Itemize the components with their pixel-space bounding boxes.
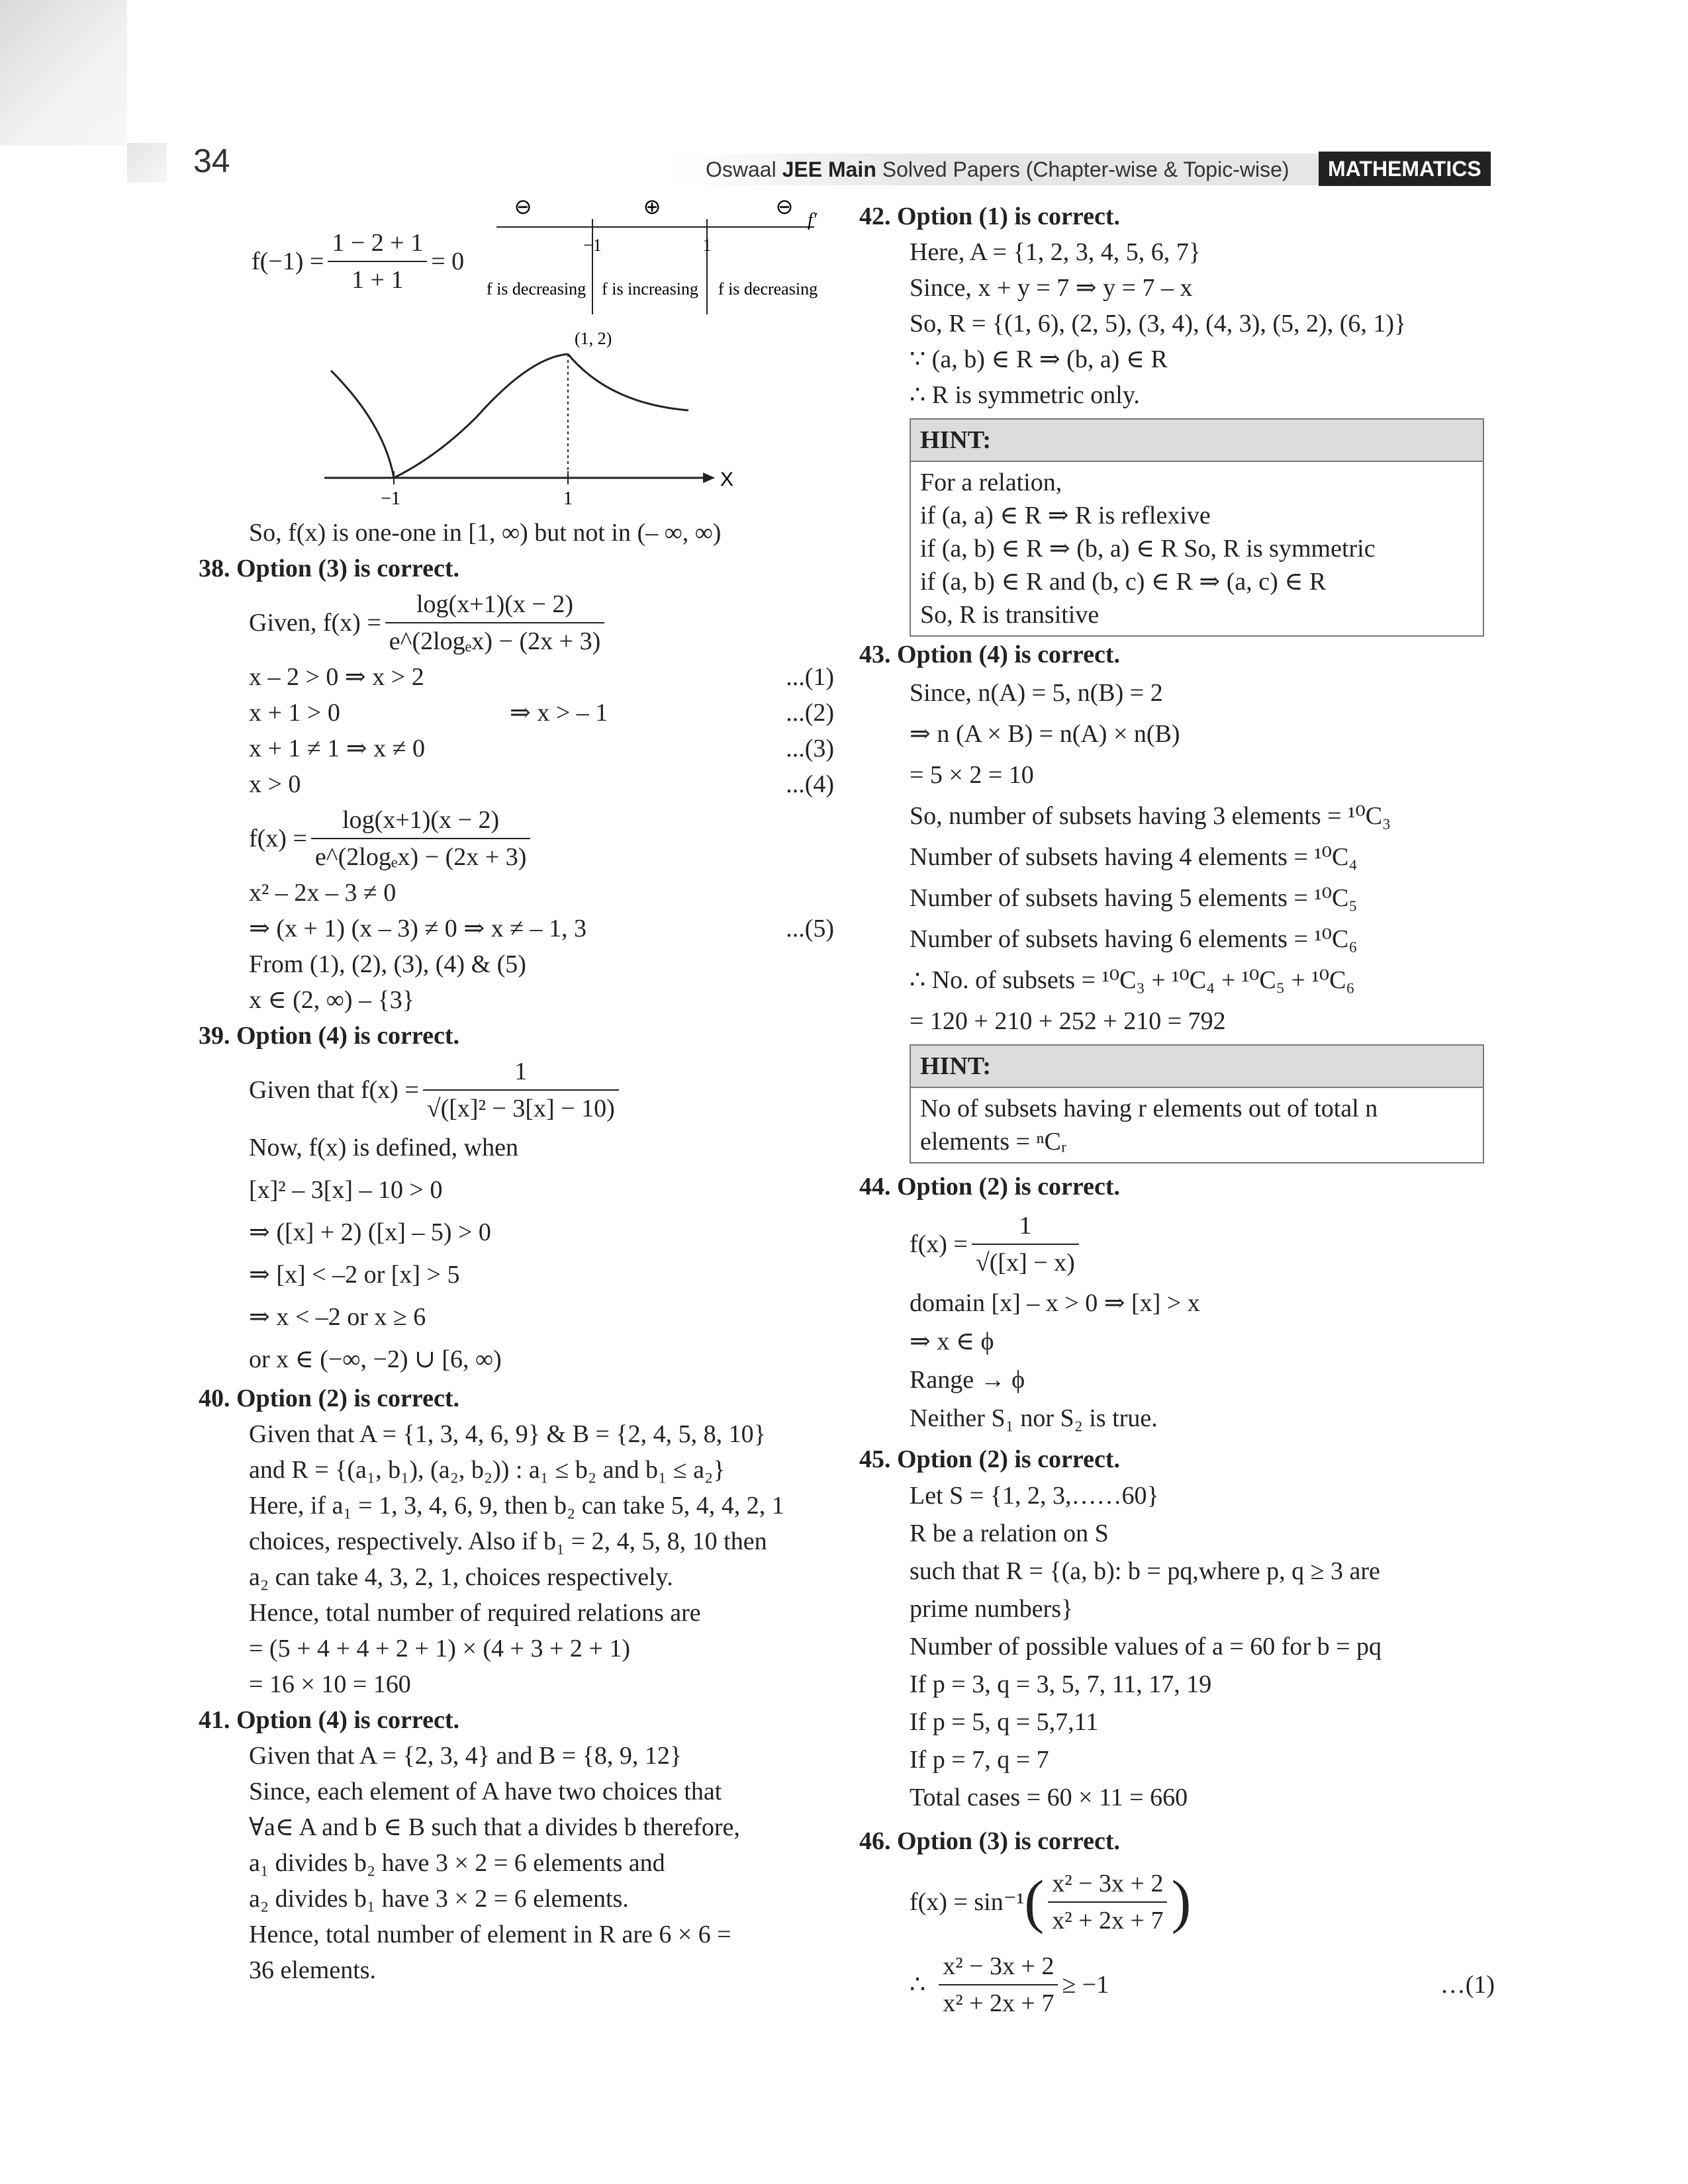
f-evaluation — [252, 225, 464, 298]
q42-line-1: Here, A = {1, 2, 3, 4, 5, 6, 7} — [910, 238, 1201, 266]
q40-line-4: choices, respectively. Also if b₁ = 2, 4, 5, 8, 10 then — [249, 1527, 767, 1555]
q45-line-9: Total cases = 60 × 11 = 660 — [910, 1784, 1188, 1811]
q39-given — [199, 1054, 834, 1126]
q43-hint-box — [910, 1044, 1484, 1163]
q43-line-5: Number of subsets having 4 elements = ¹⁰C₄ — [910, 843, 1358, 871]
q38-given-fraction — [385, 586, 604, 659]
q45-line-8: If p = 7, q = 7 — [910, 1746, 1049, 1774]
q46-ineq-den: x² + 2x + 7 — [943, 1989, 1055, 2017]
header-title-bold: JEE Main — [782, 158, 876, 181]
q44-number: 44. — [859, 1173, 891, 1201]
q38-f-lhs: f(x) = — [249, 825, 307, 852]
q45-line-4: prime numbers} — [910, 1595, 1074, 1623]
q39-f-lhs: f(x) = — [360, 1076, 419, 1104]
hint-line: No of subsets having r elements out of total n — [920, 1095, 1378, 1122]
interval-label-1: f is decreasing — [486, 279, 586, 298]
q44-line-2: ⇒ x ∈ ϕ — [910, 1328, 994, 1355]
q43-line-1: Since, n(A) = 5, n(B) = 2 — [910, 679, 1163, 707]
function-graph — [291, 324, 741, 516]
q40-line-3: Here, if a₁ = 1, 3, 4, 6, 9, then b₂ can take 5, 4, 4, 2, 1 — [249, 1492, 784, 1520]
x-axis-label: X — [720, 469, 734, 490]
q38-heading — [199, 551, 834, 586]
q38-given-lhs: Given, f(x) = — [249, 609, 381, 637]
f-eval-rhs: = 0 — [431, 248, 465, 275]
cond-text: x > 0 — [249, 770, 301, 798]
hint-line: So, R is transitive — [920, 601, 1100, 629]
q39-title: Option (4) is correct. — [236, 1022, 459, 1050]
q45-line-1: Let S = {1, 2, 3,……60} — [910, 1482, 1159, 1510]
q42-line-3: So, R = {(1, 6), (2, 5), (3, 4), (4, 3), (5, 2), (6, 1)} — [910, 310, 1407, 338]
q44-f-fraction — [972, 1208, 1079, 1281]
q44-f-num: 1 — [972, 1208, 1079, 1245]
q43-line-7: Number of subsets having 6 elements = ¹⁰C₆ — [910, 925, 1358, 953]
q41-heading — [199, 1702, 834, 1738]
cond-ref: ...(3) — [786, 735, 834, 762]
q41-line-5: a₂ divides b₁ have 3 × 2 = 6 elements. — [249, 1885, 629, 1913]
q40-line-1: Given that A = {1, 3, 4, 6, 9} & B = {2, 4, 5, 8, 10} — [249, 1420, 766, 1448]
f-eval-lhs: f(−1) = — [252, 248, 324, 275]
q38-f — [199, 802, 834, 875]
q45-heading — [859, 1441, 1495, 1477]
f-eval-fraction — [328, 225, 427, 298]
q43-number: 43. — [859, 641, 891, 668]
cond-ref: ...(4) — [786, 770, 834, 798]
q39-line-6: or x ∈ (−∞, −2) ∪ [6, ∞) — [249, 1345, 502, 1373]
f-eval-den: 1 + 1 — [352, 266, 404, 294]
q43-heading — [859, 637, 1495, 672]
q44-f — [859, 1205, 1495, 1284]
q39-f-num: 1 — [423, 1054, 619, 1091]
q45-line-7: If p = 5, q = 5,7,11 — [910, 1708, 1099, 1736]
q42-number: 42. — [859, 203, 891, 230]
page-number: 34 — [193, 142, 230, 179]
left-paren: ( — [1024, 1869, 1045, 1934]
q39-f-fraction — [423, 1054, 619, 1126]
interval-label-3: f is decreasing — [718, 279, 818, 298]
q42-line-4: ∵ (a, b) ∈ R ⇒ (b, a) ∈ R — [910, 345, 1168, 373]
q38-line-3: From (1), (2), (3), (4) & (5) — [249, 950, 526, 978]
q46-inequality — [859, 1945, 1495, 2025]
sign-minus-2: ⊖ — [775, 195, 794, 219]
q43-line-9: = 120 + 210 + 252 + 210 = 792 — [910, 1007, 1226, 1035]
q38-given — [199, 586, 834, 659]
q37-conclusion: So, f(x) is one-one in [1, ∞) but not in (– ∞, ∞) — [249, 519, 722, 547]
q38-given-den: e^(2logₑx) − (2x + 3) — [389, 627, 601, 655]
hint-line: if (a, b) ∈ R and (b, c) ∈ R ⇒ (a, c) ∈ R — [920, 568, 1327, 596]
tick-1: 1 — [563, 488, 573, 509]
q39-line-5: ⇒ x < –2 or x ≥ 6 — [249, 1303, 426, 1331]
q46-f — [859, 1859, 1495, 1945]
left-flow — [199, 515, 834, 1988]
sign-chart — [483, 195, 827, 321]
q38-f-num: log(x+1)(x − 2) — [311, 802, 530, 839]
q44-heading — [859, 1169, 1495, 1205]
q46-ineq-post: ≥ −1 — [1062, 1971, 1109, 1999]
q40-line-7: = (5 + 4 + 4 + 2 + 1) × (4 + 3 + 2 + 1) — [249, 1635, 630, 1662]
q39-f-den: √([x]² − 3[x] − 10) — [426, 1095, 615, 1122]
hint-line: elements = ⁿCᵣ — [920, 1128, 1067, 1156]
cond-text: x + 1 ≠ 1 ⇒ x ≠ 0 — [249, 735, 425, 762]
q43-line-6: Number of subsets having 5 elements = ¹⁰C₅ — [910, 884, 1358, 912]
q40-line-6: Hence, total number of required relations are — [249, 1599, 701, 1627]
q41-line-2: Since, each element of A have two choices that — [249, 1778, 722, 1805]
q41-number: 41. — [199, 1706, 230, 1734]
q43-title: Option (4) is correct. — [897, 641, 1120, 668]
hint-body — [911, 1088, 1483, 1162]
q46-heading — [859, 1823, 1495, 1859]
q38-title: Option (3) is correct. — [236, 555, 459, 582]
q43-line-8: ∴ No. of subsets = ¹⁰C₃ + ¹⁰C₄ + ¹⁰C₅ + ¹⁰C₆ — [910, 966, 1355, 994]
corner-decoration — [0, 0, 127, 146]
q38-line-2 — [199, 911, 834, 946]
cond-ref: ...(1) — [786, 663, 834, 691]
peak-label: (1, 2) — [575, 329, 612, 348]
hint-title: HINT: — [911, 1046, 1483, 1088]
q43-line-4: So, number of subsets having 3 elements = ¹⁰C₃ — [910, 802, 1391, 830]
cond-mid: ⇒ x > – 1 — [510, 699, 608, 727]
tick-minus-1: −1 — [381, 488, 400, 509]
q46-f-lhs: f(x) = sin⁻¹ — [910, 1888, 1025, 1916]
q46-number: 46. — [859, 1827, 891, 1855]
q39-line-2: [x]² – 3[x] – 10 > 0 — [249, 1176, 443, 1204]
q46-ineq-fraction — [939, 1948, 1058, 2021]
q44-line-3: Range → ϕ — [910, 1366, 1025, 1394]
cond-ref: ...(2) — [786, 699, 834, 727]
q42-title: Option (1) is correct. — [897, 203, 1120, 230]
q41-line-1: Given that A = {2, 3, 4} and B = {8, 9, 12} — [249, 1742, 682, 1770]
q38-f-den: e^(2logₑx) − (2x + 3) — [314, 843, 527, 871]
q41-line-6: Hence, total number of element in R are 6 × 6 = — [249, 1921, 731, 1948]
q46-f-den: x² + 2x + 7 — [1052, 1907, 1164, 1934]
q38-line-2-text: ⇒ (x + 1) (x – 3) ≠ 0 ⇒ x ≠ – 1, 3 — [249, 915, 586, 942]
q46-ineq-num: x² − 3x + 2 — [939, 1948, 1058, 1985]
q39-line-3: ⇒ ([x] + 2) ([x] – 5) > 0 — [249, 1218, 491, 1246]
hint-line: For a relation, — [920, 469, 1062, 496]
q40-number: 40. — [199, 1385, 230, 1412]
q41-line-7: 36 elements. — [249, 1956, 377, 1984]
q38-line-2-ref: ...(5) — [786, 915, 834, 942]
q39-number: 39. — [199, 1022, 230, 1050]
q38-cond-4 — [199, 766, 834, 802]
subject-tag: MATHEMATICS — [1319, 152, 1491, 186]
q44-f-den: √([x] − x) — [975, 1249, 1075, 1277]
q45-line-5: Number of possible values of a = 60 for b = pq — [910, 1633, 1382, 1661]
q41-line-4: a₁ divides b₂ have 3 × 2 = 6 elements and — [249, 1849, 665, 1877]
right-column — [859, 199, 1495, 2025]
q40-line-5: a₂ can take 4, 3, 2, 1, choices respectively. — [249, 1563, 673, 1591]
point-minus-1: −1 — [583, 236, 602, 255]
q41-line-3: ∀a∈ A and b ∈ B such that a divides b therefore, — [249, 1813, 740, 1841]
hint-title: HINT: — [911, 420, 1483, 462]
q42-line-2: Since, x + y = 7 ⇒ y = 7 – x — [910, 274, 1193, 302]
publisher: Oswaal — [706, 158, 782, 181]
q38-number: 38. — [199, 555, 230, 582]
q46-f-num: x² − 3x + 2 — [1048, 1866, 1167, 1903]
q40-line-2: and R = {(a₁, b₁), (a₂, b₂)) : a₁ ≤ b₂ and b₁ ≤ a₂} — [249, 1456, 726, 1484]
corner-decoration-small — [127, 143, 167, 183]
q39-given-text: Given that — [249, 1076, 355, 1104]
cond-text: x – 2 > 0 ⇒ x > 2 — [249, 663, 424, 691]
hint-line: if (a, a) ∈ R ⇒ R is reflexive — [920, 502, 1211, 529]
hint-body — [911, 462, 1483, 635]
q42-line-5: ∴ R is symmetric only. — [910, 381, 1140, 409]
q38-line-1: x² – 2x – 3 ≠ 0 — [249, 879, 397, 907]
point-1: 1 — [702, 236, 712, 255]
q40-heading — [199, 1381, 834, 1416]
q44-line-4: Neither S₁ nor S₂ is true. — [910, 1404, 1158, 1432]
q45-line-2: R be a relation on S — [910, 1520, 1109, 1547]
q39-line-1: Now, f(x) is defined, when — [249, 1134, 518, 1161]
q38-given-num: log(x+1)(x − 2) — [385, 586, 604, 623]
q38-line-4: x ∈ (2, ∞) – {3} — [249, 986, 415, 1014]
sign-plus: ⊕ — [643, 195, 661, 219]
q45-title: Option (2) is correct. — [897, 1445, 1120, 1473]
fprime-label: f′ — [808, 210, 817, 230]
q40-title: Option (2) is correct. — [236, 1385, 459, 1412]
q38-f-fraction — [311, 802, 530, 875]
q44-f-lhs: f(x) = — [910, 1230, 968, 1258]
interval-label-2: f is increasing — [602, 279, 698, 298]
q42-heading — [859, 199, 1495, 234]
q38-cond-1 — [199, 659, 834, 695]
hint-line: if (a, b) ∈ R ⇒ (b, a) ∈ R So, R is symmetric — [920, 535, 1376, 563]
q38-cond-3 — [199, 731, 834, 766]
q45-number: 45. — [859, 1445, 891, 1473]
q38-cond-2 — [199, 695, 834, 731]
q45-line-3: such that R = {(a, b): b = pq,where p, q ≥ 3 are — [910, 1557, 1380, 1585]
q45-line-6: If p = 3, q = 3, 5, 7, 11, 17, 19 — [910, 1670, 1212, 1698]
q44-line-1: domain [x] – x > 0 ⇒ [x] > x — [910, 1289, 1200, 1317]
q46-ineq-ref: …(1) — [1440, 1971, 1495, 1999]
q46-title: Option (3) is correct. — [897, 1827, 1120, 1855]
f-eval-num: 1 − 2 + 1 — [328, 225, 427, 262]
q43-line-2: ⇒ n (A × B) = n(A) × n(B) — [910, 720, 1180, 748]
right-paren: ) — [1171, 1869, 1192, 1934]
q43-line-3: = 5 × 2 = 10 — [910, 761, 1034, 789]
sign-minus-1: ⊖ — [514, 195, 532, 219]
q46-f-fraction — [1048, 1866, 1167, 1938]
q46-ineq-pre: ∴ — [910, 1971, 926, 1999]
q39-line-4: ⇒ [x] < –2 or [x] > 5 — [249, 1261, 460, 1289]
q39-heading — [199, 1018, 834, 1054]
running-header — [706, 154, 1289, 185]
cond-text: x + 1 > 0 — [249, 699, 340, 727]
header-title-rest: Solved Papers (Chapter-wise & Topic-wise) — [876, 158, 1289, 181]
q40-line-8: = 16 × 10 = 160 — [249, 1670, 411, 1698]
q41-title: Option (4) is correct. — [236, 1706, 459, 1734]
q44-title: Option (2) is correct. — [897, 1173, 1120, 1201]
q42-hint-box — [910, 418, 1484, 637]
